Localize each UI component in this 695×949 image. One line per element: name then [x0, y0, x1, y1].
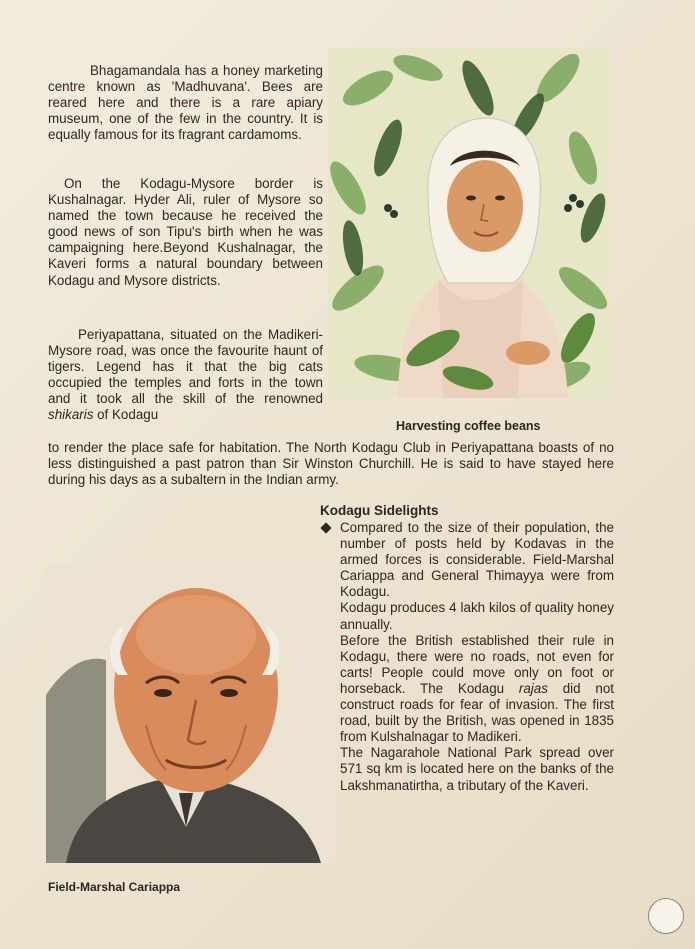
paragraph-periyapattana: Periyapattana, situated on the Madikeri-Mysore road, was once the favourite haunt of tigers. Legend has it that the big cats occupied the temples and forts in the town and it took all the skill of the renowned shikaris of Kodagu	[48, 327, 323, 423]
sidelights-title: Kodagu Sidelights	[320, 503, 439, 518]
list-item: The Nagarahole National Park spread over 571 sq km is located here on the banks of the Lakshmanatirtha, a tributary of the Kaveri.	[320, 745, 614, 793]
cariappa-portrait	[46, 565, 336, 863]
coffee-caption: Harvesting coffee beans	[396, 419, 541, 433]
italic-rajas: rajas	[518, 680, 548, 696]
italic-shikaris: shikaris	[48, 407, 94, 423]
list-item: Before the British established their rule in Kodagu, there were no roads, not even for carts! People could move only on foot or horseback. The Kodagu rajas did not construct roads for fear of invasion. The first road, built by the British, was opened in 1835 from Kulshalnagar to Madikeri.	[320, 633, 614, 746]
coffee-harvest-illustration	[328, 48, 608, 398]
cariappa-caption: Field-Marshal Cariappa	[48, 880, 181, 894]
diamond-bullet-icon	[320, 522, 331, 533]
publisher-logo-stamp	[648, 898, 684, 934]
paragraph-periyapattana-continued: to render the place safe for habitation. The North Kodagu Club in Periyapattana boasts of no less distinguished a past patron than Sir Winston Churchill. He is said to have stayed here during his days as a subaltern in the Indian army.	[48, 440, 614, 488]
list-item: Kodagu produces 4 lakh kilos of quality honey annually.	[320, 600, 614, 632]
paragraph-kushalnagar: On the Kodagu-Mysore border is Kushalnagar. Hyder Ali, ruler of Mysore so named the town because he received the good news of son Tipu's birth when he was campaigning here.Beyond Kushalnagar, the Kaveri forms a natural boundary between Kodagu and Mysore districts.	[48, 176, 323, 288]
sidelights-list	[320, 520, 614, 794]
list-item: Compared to the size of their population, the number of posts held by Kodavas in the armed forces is considerable. Field-Marshal Cariappa and General Thimayya were from Kodagu.	[320, 520, 614, 600]
paragraph-madhuvana: Bhagamandala has a honey marketing centre known as 'Madhuvana'. Bees are reared here and there is a rare apiary museum, one of the few in the country. It is equally famous for its fragrant cardamoms.	[48, 63, 323, 143]
